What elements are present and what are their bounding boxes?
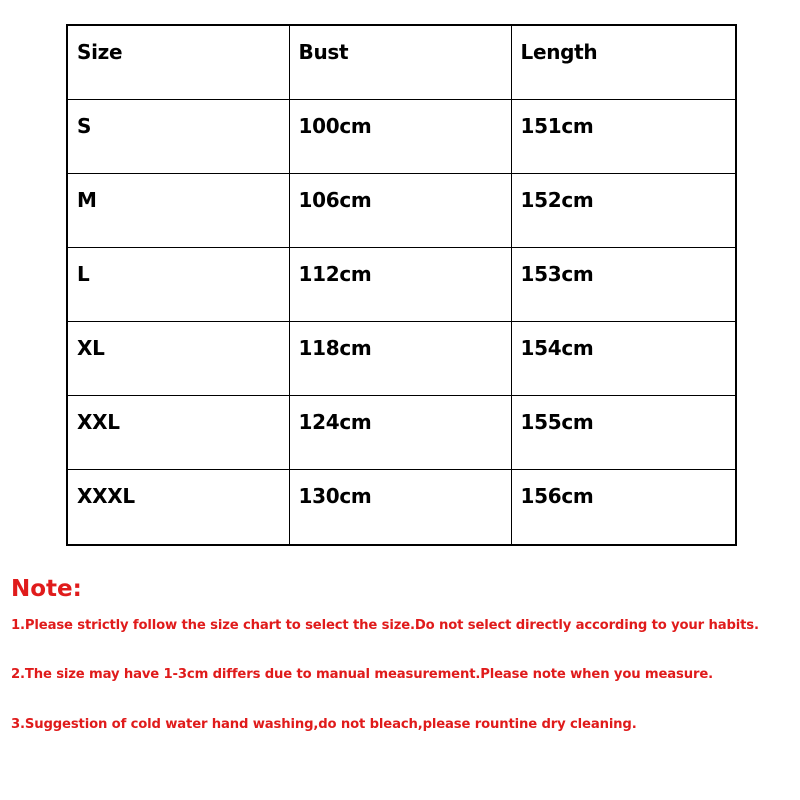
table-row — [67, 247, 736, 321]
note-line-3: 3.Suggestion of cold water hand washing,do not bleach,please rountine dry cleaning. — [11, 717, 637, 732]
header-bust: Bust — [289, 25, 511, 99]
size-cell: XXXL — [67, 469, 289, 545]
table-row — [67, 395, 736, 469]
bust-cell: 118cm — [289, 321, 511, 395]
size-cell: S — [67, 99, 289, 173]
table-row — [67, 173, 736, 247]
header-length: Length — [511, 25, 736, 99]
length-cell: 153cm — [511, 247, 736, 321]
size-cell: XL — [67, 321, 289, 395]
size-cell: L — [67, 247, 289, 321]
length-cell: 154cm — [511, 321, 736, 395]
bust-cell: 100cm — [289, 99, 511, 173]
bust-cell: 112cm — [289, 247, 511, 321]
bust-cell: 130cm — [289, 469, 511, 545]
note-title: Note: — [11, 576, 82, 602]
bust-cell: 106cm — [289, 173, 511, 247]
table-row — [67, 99, 736, 173]
size-chart-table — [66, 24, 737, 546]
table-row — [67, 321, 736, 395]
length-cell: 155cm — [511, 395, 736, 469]
length-cell: 152cm — [511, 173, 736, 247]
note-line-2: 2.The size may have 1-3cm differs due to manual measurement.Please note when you measure. — [11, 667, 713, 682]
table-header-row — [67, 25, 736, 99]
length-cell: 151cm — [511, 99, 736, 173]
bust-cell: 124cm — [289, 395, 511, 469]
length-cell: 156cm — [511, 469, 736, 545]
table-row — [67, 469, 736, 545]
size-cell: M — [67, 173, 289, 247]
note-line-1: 1.Please strictly follow the size chart to select the size.Do not select directly according to your habits. — [11, 618, 759, 633]
header-size: Size — [67, 25, 289, 99]
size-cell: XXL — [67, 395, 289, 469]
